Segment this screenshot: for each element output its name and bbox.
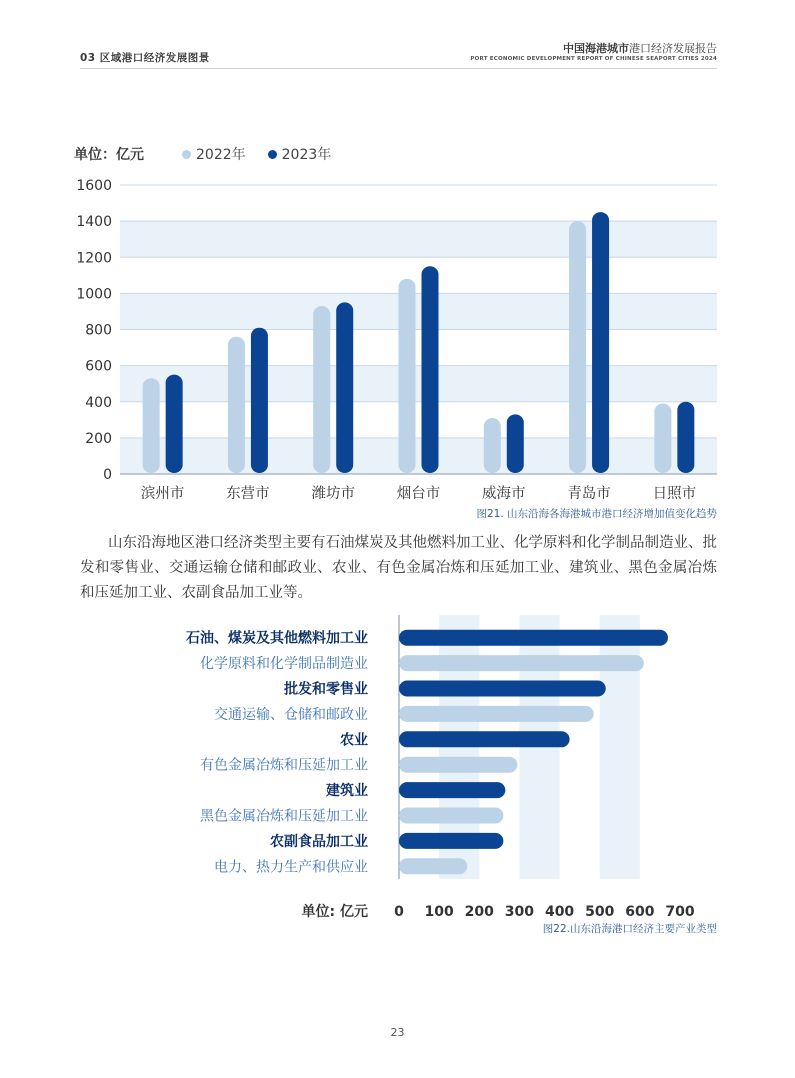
chart2-category-label: 交通运输、仓储和邮政业: [214, 706, 368, 723]
chart2-bar: [399, 706, 594, 722]
chart2-x-tick-label: 300: [504, 904, 535, 920]
chart2-hbar-chart: [0, 610, 795, 930]
chart1-bar-2022: [399, 279, 416, 473]
chart2-bar: [399, 630, 668, 646]
chart1-x-tick-label: 滨州市: [140, 486, 185, 502]
chart2-x-tick-label: 100: [424, 904, 454, 920]
chart2-unit-label: 单位: 亿元: [301, 904, 368, 920]
chart1-bar-2023: [677, 402, 694, 473]
chart2-x-tick-label: 400: [544, 904, 575, 920]
report-title-bold: 中国海港城市: [563, 42, 629, 55]
chart2-category-label: 化学原料和化学制品制造业: [200, 656, 368, 673]
chart2-category-label: 农副食品加工业: [270, 833, 368, 850]
body-paragraph: 山东沿海地区港口经济类型主要有石油煤炭及其他燃料加工业、化学原料和化学制品制造业、批发和零售业、交通运输仓储和邮政业、农业、有色金属冶炼和压延加工业、建筑业、黑色金属冶炼和压延加工业、农副食品加工业等。: [80, 535, 717, 601]
chart1-x-tick-label: 威海市: [482, 486, 526, 502]
legend-label-2023: 2023年: [281, 147, 332, 163]
chart1-x-tick-label: 日照市: [652, 486, 697, 502]
chart1-bar-2023: [336, 302, 353, 473]
chart1-bar-2023: [592, 212, 609, 473]
chart1-bar-chart: [0, 0, 795, 510]
chart1-y-tick-label: 200: [85, 430, 112, 447]
chart2-category-label: 建筑业: [326, 783, 368, 800]
chart1-grid-band: [120, 366, 717, 402]
chart1-bar-2022: [143, 378, 160, 473]
chart1-x-tick-label: 烟台市: [396, 486, 441, 502]
chart1-x-tick-label: 青岛市: [567, 486, 611, 502]
chart1-bar-2023: [166, 375, 183, 473]
chart1-x-tick-label: 东营市: [226, 486, 270, 502]
chart2-x-tick-label: 600: [625, 904, 655, 920]
chart1-y-tick-label: 1200: [76, 250, 112, 267]
chart2-bar: [399, 655, 644, 671]
chart2-category-label: 电力、热力生产和供应业: [214, 859, 368, 876]
chart2-bar: [399, 833, 503, 849]
chart1-bar-2023: [507, 414, 524, 473]
section-title: 03 区域港口经济发展图景: [80, 52, 210, 64]
chart1-unit-label: 单位：亿元: [74, 147, 144, 163]
chart1-grid-band: [120, 293, 717, 329]
chart2-bar: [399, 782, 505, 798]
report-title-en: PORT ECONOMIC DEVELOPMENT REPORT OF CHINESE SEAPORT CITIES 2024: [470, 56, 717, 62]
chart1-bar-2022: [313, 306, 330, 473]
report-title-rest: 港口经济发展报告: [629, 42, 717, 55]
chart1-y-tick-label: 800: [85, 322, 112, 339]
legend-label-2022: 2022年: [196, 147, 246, 163]
chart1-caption: 图21. 山东沿海各海港城市港口经济增加值变化趋势: [476, 508, 717, 520]
chart2-bar: [399, 757, 517, 773]
chart2-x-tick-label: 700: [665, 904, 695, 920]
chart2-x-tick-label: 0: [394, 904, 404, 920]
chart2-category-label: 黑色金属冶炼和压延加工业: [200, 808, 368, 825]
chart2-x-tick-label: 500: [585, 904, 615, 920]
page-number: 23: [390, 1026, 405, 1039]
chart1-bar-2022: [228, 337, 245, 473]
chart1-y-tick-label: 600: [85, 358, 112, 375]
chart2-category-label: 石油、煤炭及其他燃料加工业: [186, 630, 368, 647]
chart1-bar-2023: [422, 266, 439, 473]
chart1-y-tick-label: 0: [103, 467, 112, 483]
chart2-caption: 图22.山东沿海港口经济主要产业类型: [542, 923, 717, 935]
chart1-bar-2022: [569, 221, 586, 473]
chart1-grid-band: [120, 438, 717, 474]
chart1-y-tick-label: 1000: [76, 286, 112, 303]
chart2-bar: [399, 808, 503, 824]
chart2-x-tick-label: 200: [464, 904, 494, 920]
chart1-y-tick-label: 400: [85, 394, 112, 411]
chart2-grid-band: [600, 615, 640, 879]
chart2-category-label: 农业: [340, 732, 368, 749]
chart1-y-tick-label: 1400: [76, 214, 112, 231]
chart1-bar-2023: [251, 328, 268, 473]
chart2-category-label: 有色金属冶炼和压延加工业: [200, 757, 368, 774]
chart1-bar-2022: [484, 418, 501, 473]
chart1-y-tick-label: 1600: [76, 178, 112, 194]
chart2-bar: [399, 858, 467, 874]
chart2-bar: [399, 681, 606, 697]
chart1-x-tick-label: 潍坊市: [311, 486, 355, 502]
chart1-grid-band: [120, 221, 717, 257]
chart1-bar-2022: [654, 404, 671, 473]
chart2-bar: [399, 731, 570, 747]
chart2-category-label: 批发和零售业: [284, 681, 368, 698]
